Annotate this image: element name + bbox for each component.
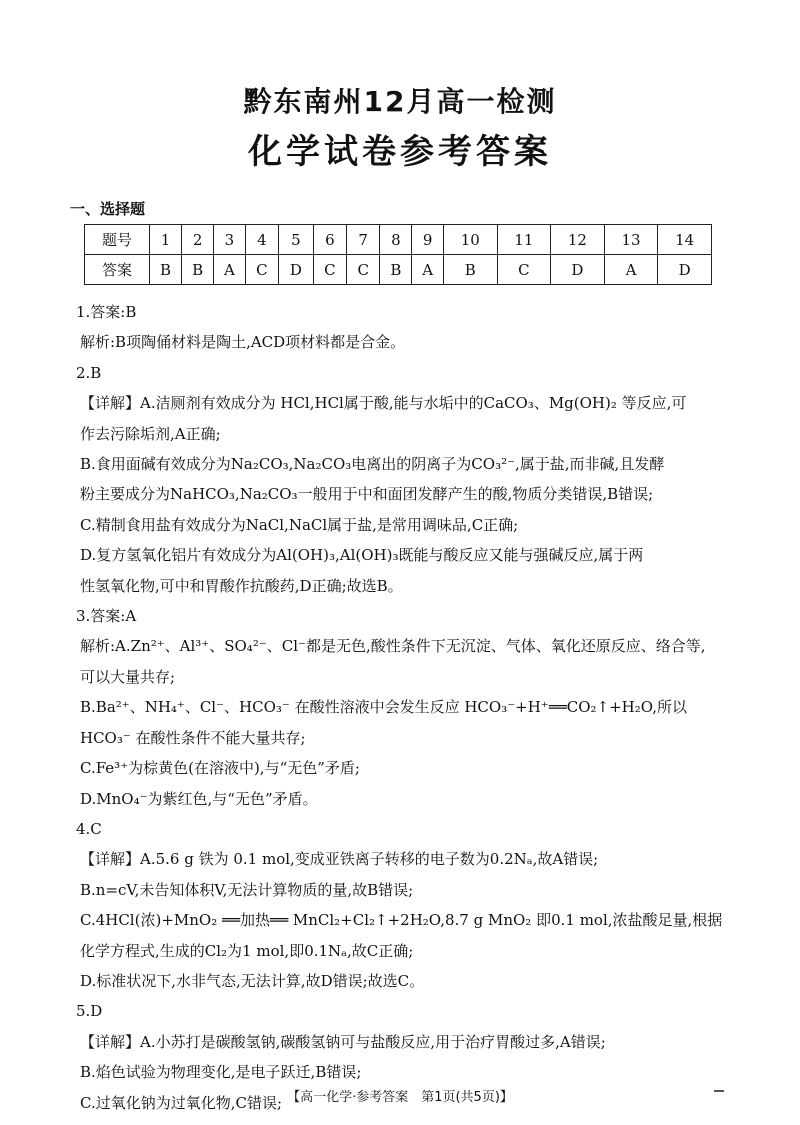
answer-cell: B bbox=[380, 255, 412, 285]
question-number-cell: 1 bbox=[150, 225, 182, 255]
explanation-line: 性氢氧化物,可中和胃酸作抗酸药,D正确;故选B。 bbox=[80, 576, 403, 595]
explanation-line: 粉主要成分为NaHCO₃,Na₂CO₃一般用于中和面团发酵产生的酸,物质分类错误,B错误; bbox=[80, 485, 654, 504]
question-number-cell: 13 bbox=[604, 225, 658, 255]
question-heading: 1.答案:B bbox=[76, 303, 137, 321]
document-title: 黔东南州12月高一检测 bbox=[243, 85, 557, 118]
answer-explanations bbox=[76, 297, 726, 1118]
answer-cell: A bbox=[604, 255, 658, 285]
question-number-cell: 2 bbox=[182, 225, 214, 255]
question-heading: 4.C bbox=[76, 819, 102, 838]
answer-cell: C bbox=[497, 255, 551, 285]
answer-cell: B bbox=[443, 255, 497, 285]
question-heading: 5.D bbox=[76, 1002, 103, 1021]
explanation-line: 作去污除垢剂,A正确; bbox=[80, 424, 221, 443]
explanation-line: C.4HCl(浓)+MnO₂ ══加热══ MnCl₂+Cl₂↑+2H₂O,8.7 g MnO₂ 即0.1 mol,浓盐酸足量,根据 bbox=[80, 911, 723, 930]
question-heading: 3.答案:A bbox=[76, 607, 137, 626]
explanation-line: B.焰色试验为物理变化,是电子跃迁,B错误; bbox=[80, 1063, 362, 1082]
explanation-line: D.标准状况下,水非气态,无法计算,故D错误;故选C。 bbox=[80, 971, 425, 990]
section-heading: 一、选择题 bbox=[70, 200, 146, 218]
explanation-line: B.Ba²⁺、NH₄⁺、Cl⁻、HCO₃⁻ 在酸性溶液中会发生反应 HCO₃⁻+H⁺══CO₂↑+H₂O,所以 bbox=[80, 698, 687, 717]
answer-cell: C bbox=[347, 255, 380, 285]
question-number-cell: 12 bbox=[551, 225, 605, 255]
explanation-line: C.精制食用盐有效成分为NaCl,NaCl属于盐,是常用调味品,C正确; bbox=[80, 515, 519, 534]
table-header-cell: 题号 bbox=[85, 225, 150, 255]
explanation-line: 可以大量共存; bbox=[80, 667, 176, 686]
explanation-line: 【详解】A.洁厕剂有效成分为 HCl,HCl属于酸,能与水垢中的CaCO₃、Mg(OH)₂ 等反应,可 bbox=[80, 394, 687, 413]
explanation-line: D.MnO₄⁻为紫红色,与“无色”矛盾。 bbox=[80, 789, 318, 808]
answer-cell: D bbox=[279, 255, 314, 285]
explanation-line: D.复方氢氧化铝片有效成分为Al(OH)₃,Al(OH)₃既能与酸反应又能与强碱反应,属于两 bbox=[80, 546, 644, 565]
corner-mark bbox=[714, 1090, 724, 1092]
answer-cell: B bbox=[182, 255, 214, 285]
page-footer: 【高一化学·参考答案 第1页(共5页)】 bbox=[287, 1090, 513, 1105]
answer-cell: A bbox=[214, 255, 246, 285]
question-number-cell: 8 bbox=[380, 225, 412, 255]
table-row-answers bbox=[85, 255, 712, 285]
explanation-line: B.食用面碱有效成分为Na₂CO₃,Na₂CO₃电离出的阴离子为CO₃²⁻,属于盐,而非碱,且发酵 bbox=[80, 455, 665, 474]
explanation-line: B.n=cV,未告知体积V,无法计算物质的量,故B错误; bbox=[80, 880, 414, 899]
answer-cell: A bbox=[412, 255, 444, 285]
explanation-line: 解析:A.Zn²⁺、Al³⁺、SO₄²⁻、Cl⁻都是无色,酸性条件下无沉淀、气体、氧化还原反应、络合等, bbox=[80, 637, 706, 656]
answer-cell: C bbox=[245, 255, 278, 285]
explanation-line: 【详解】A.5.6 g 铁为 0.1 mol,变成亚铁离子转移的电子数为0.2Nₐ,故A错误; bbox=[80, 850, 599, 869]
question-number-cell: 11 bbox=[497, 225, 551, 255]
question-number-cell: 4 bbox=[245, 225, 278, 255]
question-number-cell: 3 bbox=[214, 225, 246, 255]
answer-table bbox=[84, 224, 712, 285]
table-row-numbers bbox=[85, 225, 712, 255]
explanation-line: HCO₃⁻ 在酸性条件不能大量共存; bbox=[80, 728, 306, 747]
question-number-cell: 10 bbox=[443, 225, 497, 255]
question-heading: 2.B bbox=[76, 363, 102, 382]
explanation-line: 解析:B项陶俑材料是陶土,ACD项材料都是合金。 bbox=[80, 333, 406, 352]
explanation-line: 化学方程式,生成的Cl₂为1 mol,即0.1Nₐ,故C正确; bbox=[80, 941, 414, 960]
answer-cell: D bbox=[551, 255, 605, 285]
table-header-cell: 答案 bbox=[85, 255, 150, 285]
answer-cell: B bbox=[150, 255, 182, 285]
question-number-cell: 5 bbox=[279, 225, 314, 255]
question-number-cell: 14 bbox=[658, 225, 712, 255]
question-number-cell: 7 bbox=[347, 225, 380, 255]
answer-cell: D bbox=[658, 255, 712, 285]
question-number-cell: 9 bbox=[412, 225, 444, 255]
explanation-line: C.Fe³⁺为棕黄色(在溶液中),与“无色”矛盾; bbox=[80, 759, 360, 778]
answer-cell: C bbox=[313, 255, 346, 285]
explanation-line: 【详解】A.小苏打是碳酸氢钠,碳酸氢钠可与盐酸反应,用于治疗胃酸过多,A错误; bbox=[80, 1032, 606, 1051]
document-subtitle: 化学试卷参考答案 bbox=[248, 132, 552, 172]
explanation-line: C.过氧化钠为过氧化物,C错误; bbox=[80, 1093, 283, 1112]
question-number-cell: 6 bbox=[313, 225, 346, 255]
